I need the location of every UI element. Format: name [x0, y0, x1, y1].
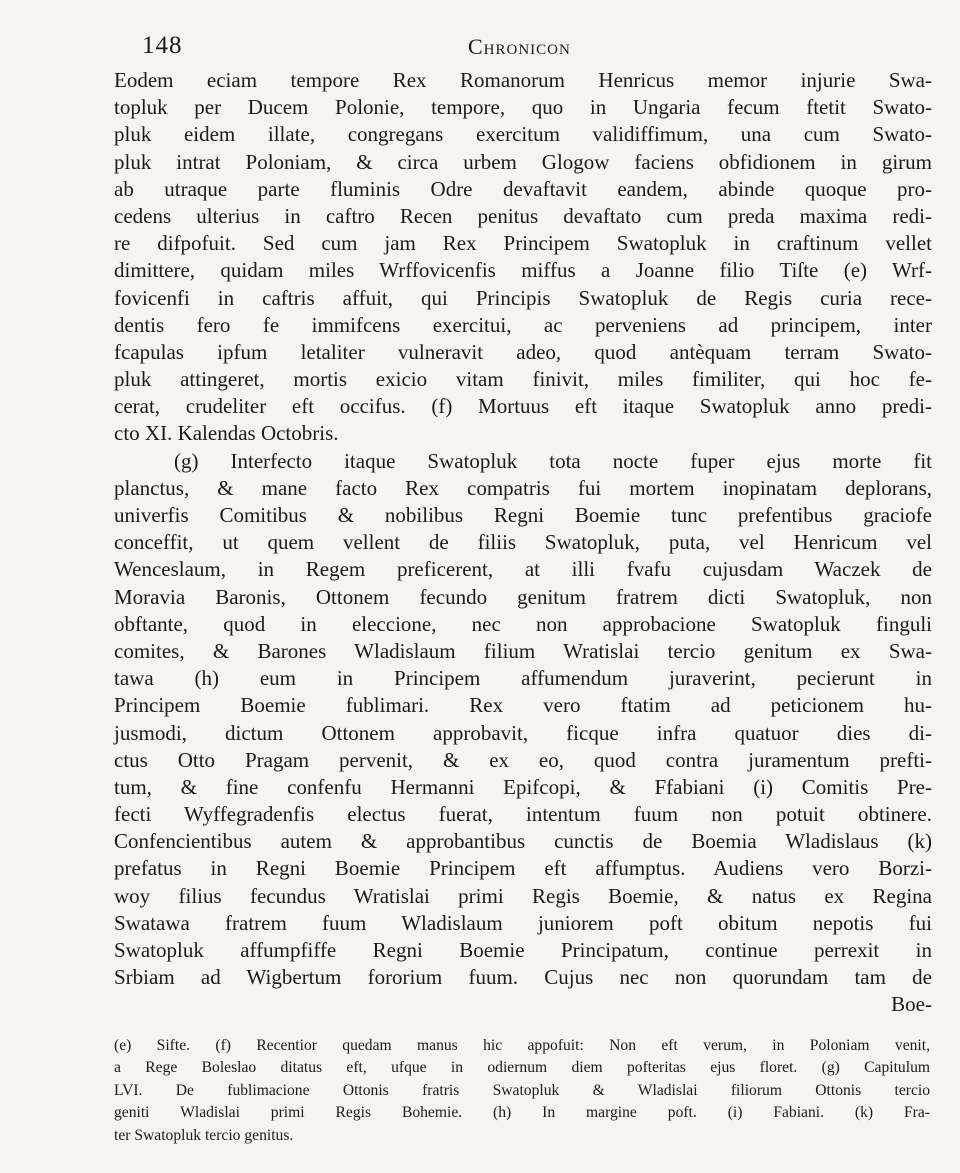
text-line: cedens ulterius in caftro Recen penitus devaftato cum preda maxima redi-	[114, 203, 932, 228]
page-header	[0, 30, 960, 64]
footnotes	[114, 1035, 930, 1147]
text-line: Confencientibus autem & approbantibus cunctis de Boemia Wladislaus (k)	[114, 829, 932, 854]
text-line: comites, & Barones Wladislaum filium Wratislai tercio genitum ex Swa-	[114, 638, 932, 663]
text-line: fecti Wyffegradenfis electus fuerat, intentum fuum non potuit obtinere.	[114, 802, 932, 827]
text-line: pluk attingeret, mortis exicio vitam finivit, miles fimiliter, qui hoc fe-	[114, 367, 932, 392]
page-number: 148	[142, 32, 183, 59]
text-line: Moravia Baronis, Ottonem fecundo genitum fratrem dicti Swatopluk, non	[114, 584, 932, 609]
text-line: tawa (h) eum in Principem affumendum juraverint, pecierunt in	[114, 666, 932, 691]
text-line: univerfis Comitibus & nobilibus Regni Boemie tunc prefentibus graciofe	[114, 503, 932, 527]
text-line: pluk eidem illate, congregans exercitum validiffimum, una cum Swato-	[114, 122, 932, 147]
text-line: obftante, quod in eleccione, nec non approbacione Swatopluk finguli	[114, 611, 932, 636]
text-line: ab utraque parte fluminis Odre devaftavit eandem, abinde quoque pro-	[114, 176, 932, 201]
footnote-line: ter Swatopluk tercio genitus.	[114, 1126, 294, 1144]
text-line: Wenceslaum, in Regem preficerent, at illi fvafu cujusdam Waczek de	[114, 557, 932, 582]
text-line: prefatus in Regni Boemie Principem eft affumptus. Audiens vero Borzi-	[114, 856, 932, 881]
text-line: pluk intrat Poloniam, & circa urbem Glogow faciens obfidionem in girum	[114, 149, 932, 174]
running-head: Chronicon	[468, 34, 571, 59]
footnote-line: a Rege Boleslao ditatus eft, ufque in odiernum diem pofteritas ejus floret. (g) Capitulum	[114, 1059, 930, 1077]
text-line: Swatawa fratrem fuum Wladislaum juniorem poft obitum nepotis fui	[114, 910, 932, 935]
text-line: Srbiam ad Wigbertum fororium fuum. Cujus nec non quorundam tam de	[114, 965, 932, 990]
text-line: topluk per Ducem Polonie, tempore, quo in Ungaria fecum ftetit Swato-	[114, 95, 932, 120]
text-line: planctus, & mane facto Rex compatris fui mortem inopinatam deplorans,	[114, 475, 932, 500]
text-line: dimittere, quidam miles Wrffovicenfis miffus a Joanne filio Tiſte (e) Wrf-	[114, 258, 932, 283]
text-line: re difpofuit. Sed cum jam Rex Principem Swatopluk in craftinum vellet	[114, 231, 932, 256]
text-line: fcapulas ipfum letaliter vulneravit adeo, quod antèquam terram Swato-	[114, 339, 932, 364]
text-line: conceffit, ut quem vellent de filiis Swatopluk, puta, vel Henricum vel	[114, 530, 932, 555]
footnote-line: LVI. De fublimacione Ottonis fratris Swatopluk & Wladislai filiorum Ottonis tercio	[114, 1081, 930, 1099]
text-line: Swatopluk affumpfiffe Regni Boemie Principatum, continue perrexit in	[114, 938, 932, 962]
main-text	[114, 67, 932, 1019]
text-line: Principem Boemie fublimari. Rex vero ftatim ad peticionem hu-	[114, 693, 932, 718]
footnote-line: geniti Wladislai primi Regis Bohemie. (h) In margine poft. (i) Fabiani. (k) Fra-	[114, 1104, 930, 1122]
text-line: ctus Otto Pragam pervenit, & ex eo, quod contra juramentum prefti-	[114, 747, 932, 772]
catchword: Boe-	[891, 992, 932, 1017]
footnote-line: (e) Sifte. (f) Recentior quedam manus hic appofuit: Non eft verum, in Poloniam venit,	[114, 1037, 930, 1054]
text-line: jusmodi, dictum Ottonem approbavit, ficque infra quatuor dies di-	[114, 720, 932, 745]
text-line: cto XI. Kalendas Octobris.	[114, 421, 339, 446]
text-line: tum, & fine confenfu Hermanni Epifcopi, & Ffabiani (i) Comitis Pre-	[114, 774, 932, 799]
text-line: dentis fero fe immifcens exercitui, ac perveniens ad principem, inter	[114, 312, 932, 337]
text-line: Eodem eciam tempore Rex Romanorum Henricus memor injurie Swa-	[114, 68, 932, 92]
text-line: woy filius fecundus Wratislai primi Regis Boemie, & natus ex Regina	[114, 883, 932, 908]
text-line: fovicenfi in caftris affuit, qui Principis Swatopluk de Regis curia rece-	[114, 285, 932, 310]
text-line: cerat, crudeliter eft occifus. (f) Mortuus eft itaque Swatopluk anno predi-	[114, 394, 932, 419]
text-line: (g) Interfecto itaque Swatopluk tota nocte fuper ejus morte fit	[174, 448, 932, 473]
